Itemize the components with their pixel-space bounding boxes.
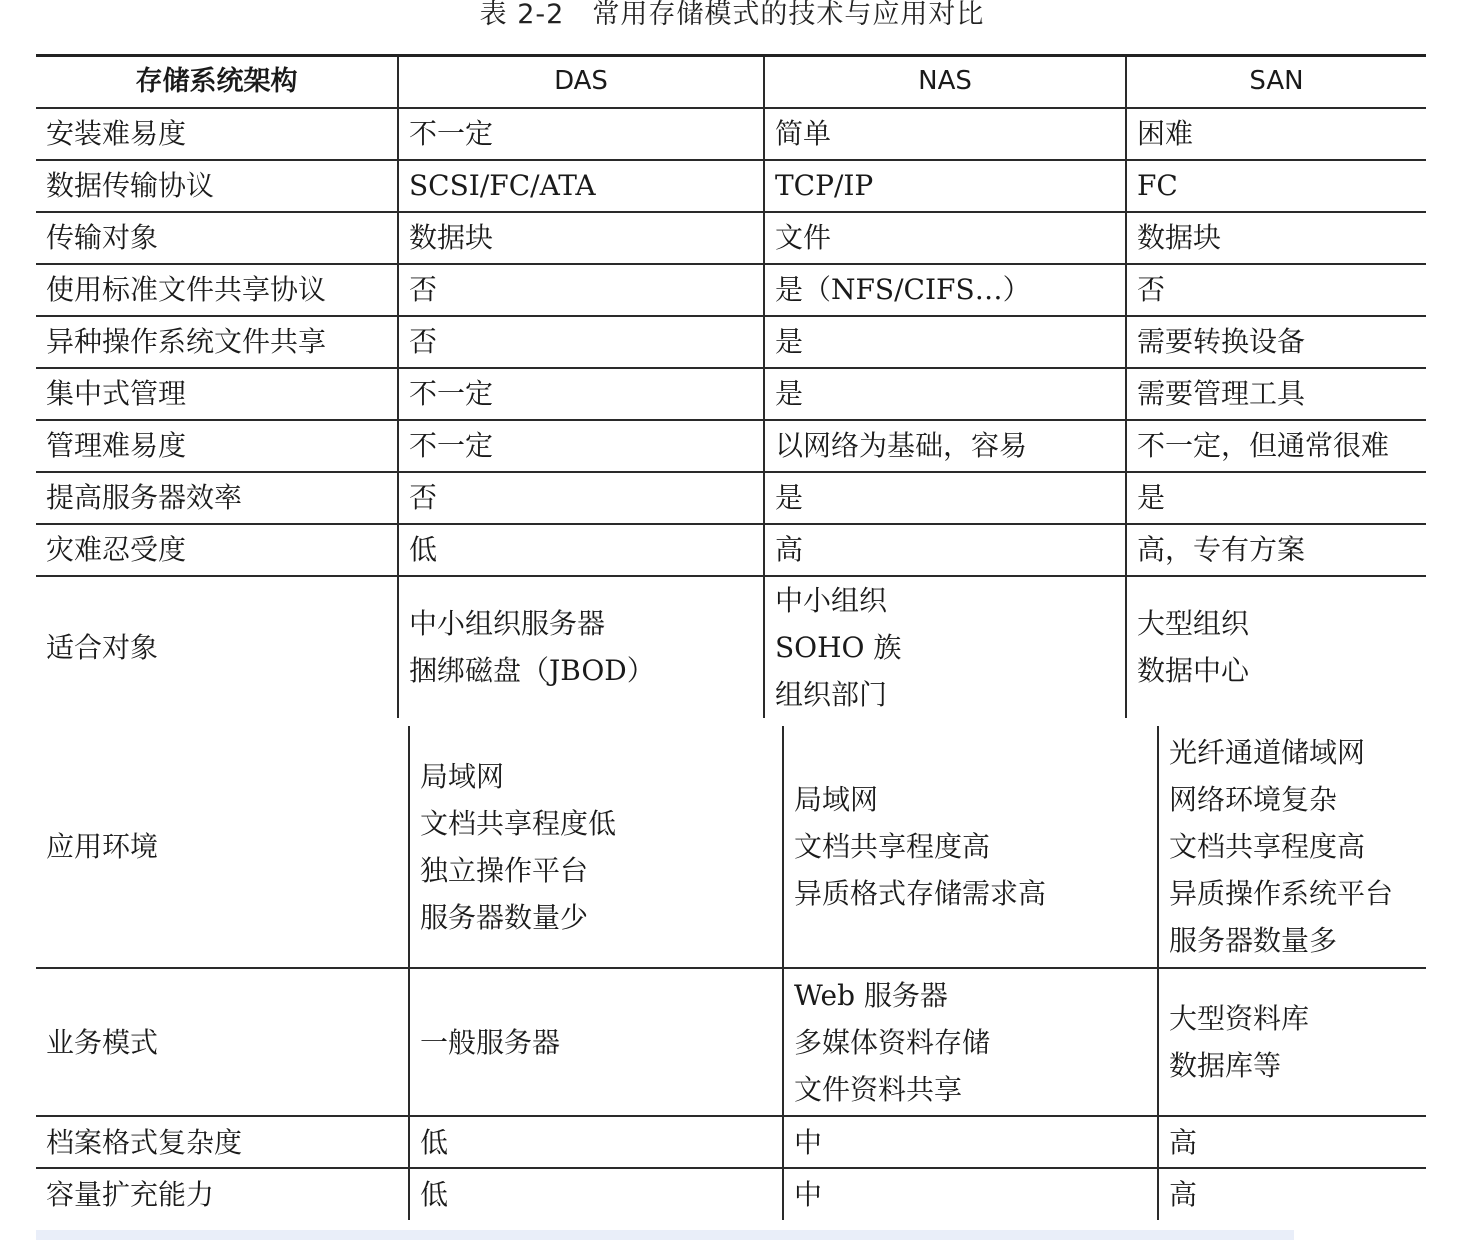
cell-san xyxy=(1126,472,1426,524)
cell-san xyxy=(1126,368,1426,420)
row-label: 灾难忍受度 xyxy=(36,524,398,576)
cell-line: 数据块 xyxy=(1137,221,1222,254)
cell-line: 网络环境复杂 xyxy=(1169,783,1338,816)
cell-line: FC xyxy=(1137,169,1178,202)
cell-das xyxy=(398,160,764,212)
row-label: 档案格式复杂度 xyxy=(36,1116,409,1168)
cell-line: 是 xyxy=(775,481,804,514)
header-cell-nas: NAS xyxy=(764,56,1126,108)
row-label: 安装难易度 xyxy=(36,108,398,160)
table-row xyxy=(36,212,1426,264)
table-row xyxy=(36,316,1426,368)
cell-line: 数据库等 xyxy=(1169,1049,1282,1082)
cell-line: 组织部门 xyxy=(775,677,888,711)
cell-line: 高 xyxy=(1169,1178,1198,1211)
cell-line: 文件资料共享 xyxy=(794,1072,963,1106)
row-label: 异种操作系统文件共享 xyxy=(36,316,398,368)
row-label: 使用标准文件共享协议 xyxy=(36,264,398,316)
cell-nas xyxy=(764,576,1126,718)
cell-line: 文档共享程度高 xyxy=(794,830,991,863)
cell-das xyxy=(398,368,764,420)
row-label: 提高服务器效率 xyxy=(36,472,398,524)
cell-line: 多媒体资料存储 xyxy=(794,1025,991,1059)
row-label: 数据传输协议 xyxy=(36,160,398,212)
cell-nas xyxy=(764,160,1126,212)
table-row xyxy=(36,1116,1426,1168)
cell-das xyxy=(398,472,764,524)
cell-line: 异质操作系统平台 xyxy=(1169,877,1394,910)
cell-line: SCSI/FC/ATA xyxy=(409,169,596,202)
cell-san xyxy=(1126,264,1426,316)
cell-das xyxy=(398,420,764,472)
cell-line: 大型组织 xyxy=(1137,607,1250,640)
cell-line: 中小组织服务器 xyxy=(409,607,606,640)
cell-das xyxy=(398,212,764,264)
cell-nas xyxy=(783,1116,1158,1168)
cell-line: TCP/IP xyxy=(775,169,874,202)
cell-line: 不一定 xyxy=(409,377,494,410)
cell-nas xyxy=(764,264,1126,316)
table-row xyxy=(36,1168,1426,1220)
cell-line: 局域网 xyxy=(420,759,505,793)
cell-nas xyxy=(764,212,1126,264)
cell-das xyxy=(409,726,783,968)
cell-nas xyxy=(764,108,1126,160)
table-row xyxy=(36,264,1426,316)
cell-line: 数据块 xyxy=(409,221,494,254)
cell-san xyxy=(1126,420,1426,472)
cell-das xyxy=(398,576,764,718)
cell-line: 是 xyxy=(1137,481,1166,514)
cell-nas xyxy=(783,968,1158,1116)
cell-line: 是（NFS/CIFS…） xyxy=(775,273,1031,306)
row-label: 业务模式 xyxy=(36,968,409,1116)
cell-san xyxy=(1126,316,1426,368)
cell-san xyxy=(1126,212,1426,264)
cell-das xyxy=(398,108,764,160)
cell-san xyxy=(1158,1116,1426,1168)
header-row xyxy=(36,56,1426,108)
cell-line: 局域网 xyxy=(794,783,879,816)
cell-line: 低 xyxy=(420,1125,449,1159)
cell-das xyxy=(409,968,783,1116)
cell-line: 中 xyxy=(794,1178,823,1211)
cell-san xyxy=(1126,576,1426,718)
cell-das xyxy=(398,316,764,368)
cell-line: 是 xyxy=(775,377,804,410)
table-row xyxy=(36,368,1426,420)
table-row xyxy=(36,160,1426,212)
cell-line: 高 xyxy=(1169,1125,1198,1159)
storage-comparison-table-part1 xyxy=(36,54,1426,718)
cell-nas xyxy=(764,368,1126,420)
cell-line: 以网络为基础，容易 xyxy=(775,429,1028,462)
cell-line: 数据中心 xyxy=(1137,654,1250,687)
cell-line: Web 服务器 xyxy=(794,978,948,1012)
cell-das xyxy=(398,264,764,316)
cell-line: 简单 xyxy=(775,117,832,150)
cell-san xyxy=(1126,160,1426,212)
cell-san xyxy=(1158,1168,1426,1220)
cell-line: 大型资料库 xyxy=(1169,1002,1310,1035)
cell-line: 困难 xyxy=(1137,117,1194,150)
cell-line: 是 xyxy=(775,325,804,358)
cell-line: 否 xyxy=(409,325,438,358)
cell-line: 光纤通道储域网 xyxy=(1169,736,1366,769)
cell-san xyxy=(1158,726,1426,968)
cell-line: 文件 xyxy=(775,221,832,254)
cell-nas xyxy=(764,420,1126,472)
cell-san xyxy=(1126,524,1426,576)
cell-line: 不一定 xyxy=(409,117,494,150)
cell-line: 不一定 xyxy=(409,429,494,462)
cell-line: 一般服务器 xyxy=(420,1025,561,1059)
cell-line: 高 xyxy=(775,533,804,566)
cell-nas xyxy=(764,472,1126,524)
cell-line: 低 xyxy=(420,1178,449,1211)
cell-nas xyxy=(783,726,1158,968)
cell-nas xyxy=(783,1168,1158,1220)
cell-line: 文档共享程度高 xyxy=(1169,830,1366,863)
cell-nas xyxy=(764,316,1126,368)
cell-line: 否 xyxy=(409,481,438,514)
row-label: 集中式管理 xyxy=(36,368,398,420)
table-row xyxy=(36,576,1426,718)
cell-san xyxy=(1158,968,1426,1116)
row-label: 应用环境 xyxy=(36,726,409,968)
header-cell-architecture: 存储系统架构 xyxy=(36,56,398,108)
table-title: 表 2-2 常用存储模式的技术与应用对比 xyxy=(479,0,985,30)
row-label: 管理难易度 xyxy=(36,420,398,472)
cell-line: 服务器数量多 xyxy=(1169,924,1338,957)
cell-line: 文档共享程度低 xyxy=(420,806,617,840)
table-row xyxy=(36,726,1426,968)
table-row xyxy=(36,472,1426,524)
cell-line: 需要管理工具 xyxy=(1137,377,1306,410)
cell-line: 中小组织 xyxy=(775,583,888,617)
cell-line: 捆绑磁盘（JBOD） xyxy=(409,654,655,687)
storage-comparison-table-part2 xyxy=(36,726,1426,1220)
cell-san xyxy=(1126,108,1426,160)
cell-das xyxy=(409,1168,783,1220)
cell-das xyxy=(409,1116,783,1168)
header-cell-san: SAN xyxy=(1126,56,1426,108)
cell-line: 独立操作平台 xyxy=(420,853,589,887)
row-label: 容量扩充能力 xyxy=(36,1168,409,1220)
cell-das xyxy=(398,524,764,576)
cell-line: 异质格式存储需求高 xyxy=(794,877,1047,910)
cell-line: 高，专有方案 xyxy=(1137,533,1306,566)
row-label: 传输对象 xyxy=(36,212,398,264)
cell-nas xyxy=(764,524,1126,576)
table-row xyxy=(36,524,1426,576)
table-row xyxy=(36,420,1426,472)
row-label: 适合对象 xyxy=(36,576,398,718)
cell-line: 低 xyxy=(409,533,438,566)
table-row xyxy=(36,968,1426,1116)
cell-line: 中 xyxy=(794,1125,823,1159)
cell-line: 否 xyxy=(409,273,438,306)
table-row xyxy=(36,108,1426,160)
cell-line: 否 xyxy=(1137,273,1166,306)
header-cell-das: DAS xyxy=(398,56,764,108)
cell-line: 服务器数量少 xyxy=(420,900,589,934)
cell-line: 需要转换设备 xyxy=(1137,325,1306,358)
cell-line: SOHO 族 xyxy=(775,630,902,664)
cell-line: 不一定，但通常很难 xyxy=(1137,429,1390,462)
page-bottom-band xyxy=(36,1230,1294,1240)
